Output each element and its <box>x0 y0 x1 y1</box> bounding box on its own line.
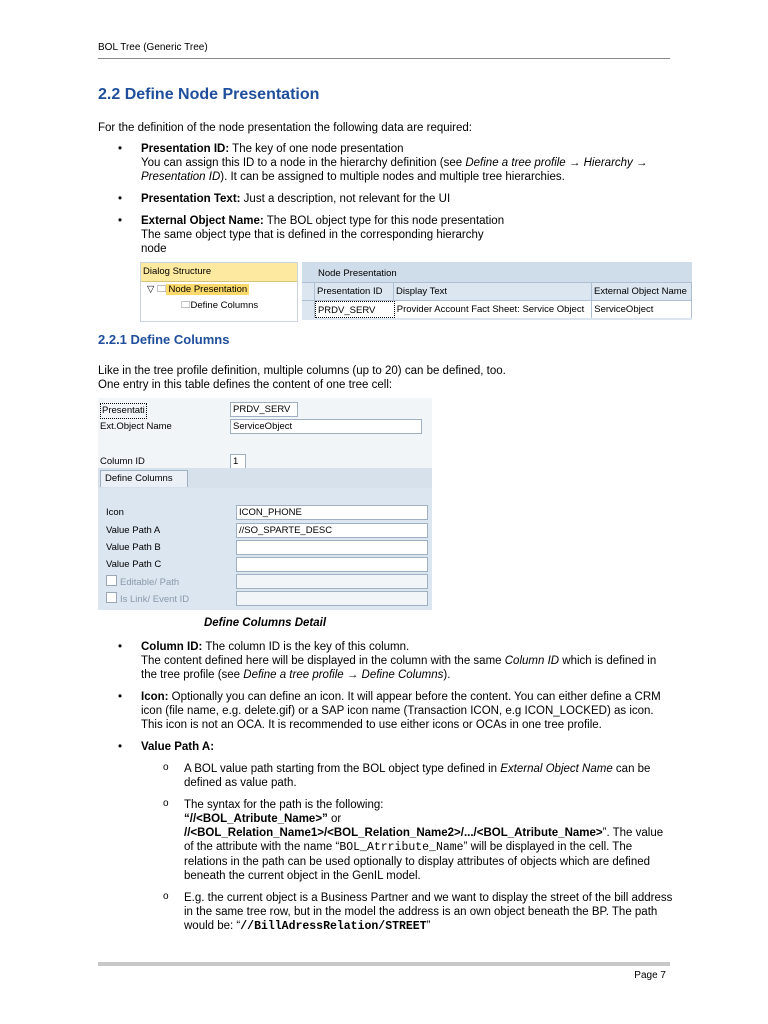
checkbox-icon[interactable] <box>106 575 117 586</box>
list-item: o The syntax for the path is the following: “//<BOL_Atribute_Name>” or //<BOL_Relation_Name1>/<BOL_Relation_Name2>/.../<BOL_Atribute_Name>”. The value of the attribute with the name “BOL_Atrribute_Name” will be displayed in the cell. The relations in the path can be used optionally to display attributes of objects which are defined beneath the current object in the GenIL model. <box>141 798 673 883</box>
folder-icon: 🗀 <box>156 284 167 295</box>
columns-paragraph: Like in the tree profile definition, multiple columns (up to 20) can be defined, too. One entry in this table defines the content of one tree cell: <box>98 365 506 391</box>
column-id-label: Column ID <box>100 456 145 467</box>
tree-node-presentation[interactable]: ▽ 🗀 Node Presentation <box>147 284 248 295</box>
table-cell[interactable]: PRDV_SERV <box>315 301 395 318</box>
subsection-heading: 2.2.1 Define Columns <box>98 332 230 347</box>
column-header: Display Text <box>394 283 592 300</box>
node-presentation-screenshot <box>140 262 692 320</box>
table-cell[interactable]: Provider Account Fact Sheet: Service Object <box>395 301 592 318</box>
folder-icon: 🗀 <box>181 300 191 311</box>
expand-icon[interactable]: ▽ <box>147 284 157 295</box>
table-header-row <box>302 282 692 300</box>
column-header: External Object Name <box>592 283 692 300</box>
editable-path-field[interactable] <box>236 574 428 589</box>
presentation-label: Presentati <box>100 403 147 419</box>
columns-field-list <box>98 640 673 942</box>
editable-path-checkbox[interactable]: Editable/ Path <box>106 575 179 589</box>
value-path-a-label: Value Path A <box>106 525 161 536</box>
tab-define-columns[interactable]: Define Columns <box>100 470 188 487</box>
list-item: • External Object Name: The BOL object type for this node presentation The same object type that is defined in the corresponding hierarchy node <box>98 214 688 256</box>
running-header: BOL Tree (Generic Tree) <box>98 42 208 53</box>
list-item: • Presentation ID: The key of one node presentation You can assign this ID to a node in the hierarchy definition (see Define a tree profile → Hierarchy → Presentation ID). It can be assigned to multiple nodes and multiple tree hierarchies. <box>98 142 688 184</box>
requirements-list <box>98 142 688 256</box>
list-item: • Icon: Optionally you can define an icon. It will appear before the content. You can either define a CRM icon (file name, e.g. delete.gif) or a SAP icon name (Transaction ICON, e.g ICON_LOCKED) as icon. This icon is not an OCA. It is recommended to use either icons or OCAs in one tree profile. <box>98 690 673 732</box>
dialog-structure-tree <box>140 262 298 322</box>
define-columns-screenshot <box>98 398 432 610</box>
icon-label: Icon <box>106 507 124 518</box>
value-path-c-field[interactable] <box>236 557 428 572</box>
list-item: o E.g. the current object is a Business Partner and we want to display the street of the bill address in the same tree row, but in the model the address is an own object beneath the BP. The path would be: “//BillAdressRelation/STREET” <box>141 891 673 934</box>
checkbox-icon[interactable] <box>106 592 117 603</box>
grid-title: Node Presentation <box>302 262 692 282</box>
header-rule <box>98 58 670 59</box>
column-id-field[interactable]: 1 <box>230 454 246 469</box>
value-path-c-label: Value Path C <box>106 559 162 570</box>
node-presentation-grid <box>302 262 692 320</box>
tree-node-define-columns[interactable]: 🗀Define Columns <box>181 300 259 311</box>
table-cell[interactable]: ServiceObject <box>592 301 692 318</box>
list-item: • Column ID: The column ID is the key of this column. The content defined here will be displayed in the column with the same Column ID which is defined in the tree profile (see Define a tree profile → Define Columns). <box>98 640 673 682</box>
intro-paragraph: For the definition of the node presentation the following data are required: <box>98 122 472 134</box>
value-path-a-field[interactable]: //SO_SPARTE_DESC <box>236 523 428 538</box>
is-link-checkbox[interactable]: Is Link/ Event ID <box>106 592 189 606</box>
ext-object-field[interactable]: ServiceObject <box>230 419 422 434</box>
tree-title: Dialog Structure <box>141 263 297 282</box>
list-item: • Value Path A: o A BOL value path starting from the BOL object type defined in External Object Name can be defined as value path. o The syntax for the path is the following: “//<BOL_Atribute_Name>” or //<BOL_Relation_Name1>/<BOL_Relation_Name2>/.../<BOL_Atribute_Name>”. The value of the attribute with the name “BOL_Atrribute_Name” will be displayed in the cell. The relations in the path can be used optionally to display attributes of objects which are defined beneath the current object in the GenIL model. o E.g. the current object is a Business Partner and we want to display the street of the bill address in the same tree row, but in the model the address is an own object beneath the BP. The path would be: “//BillAdressRelation/STREET” <box>98 740 673 934</box>
section-heading: 2.2 Define Node Presentation <box>98 86 320 103</box>
table-row[interactable] <box>302 300 692 318</box>
footer-rule <box>98 962 670 966</box>
tab-strip <box>98 468 432 488</box>
page-number: Page 7 <box>634 970 666 981</box>
list-item: • Presentation Text: Just a description, not relevant for the UI <box>98 192 688 206</box>
event-id-field[interactable] <box>236 591 428 606</box>
figure-caption: Define Columns Detail <box>203 617 327 629</box>
presentation-field[interactable]: PRDV_SERV <box>230 402 298 417</box>
column-header: Presentation ID <box>315 283 394 300</box>
list-item: o A BOL value path starting from the BOL object type defined in External Object Name can be defined as value path. <box>141 762 673 790</box>
define-columns-panel <box>98 488 432 610</box>
value-path-b-label: Value Path B <box>106 542 161 553</box>
ext-object-label: Ext.Object Name <box>100 421 172 432</box>
icon-field[interactable]: ICON_PHONE <box>236 505 428 520</box>
value-path-b-field[interactable] <box>236 540 428 555</box>
